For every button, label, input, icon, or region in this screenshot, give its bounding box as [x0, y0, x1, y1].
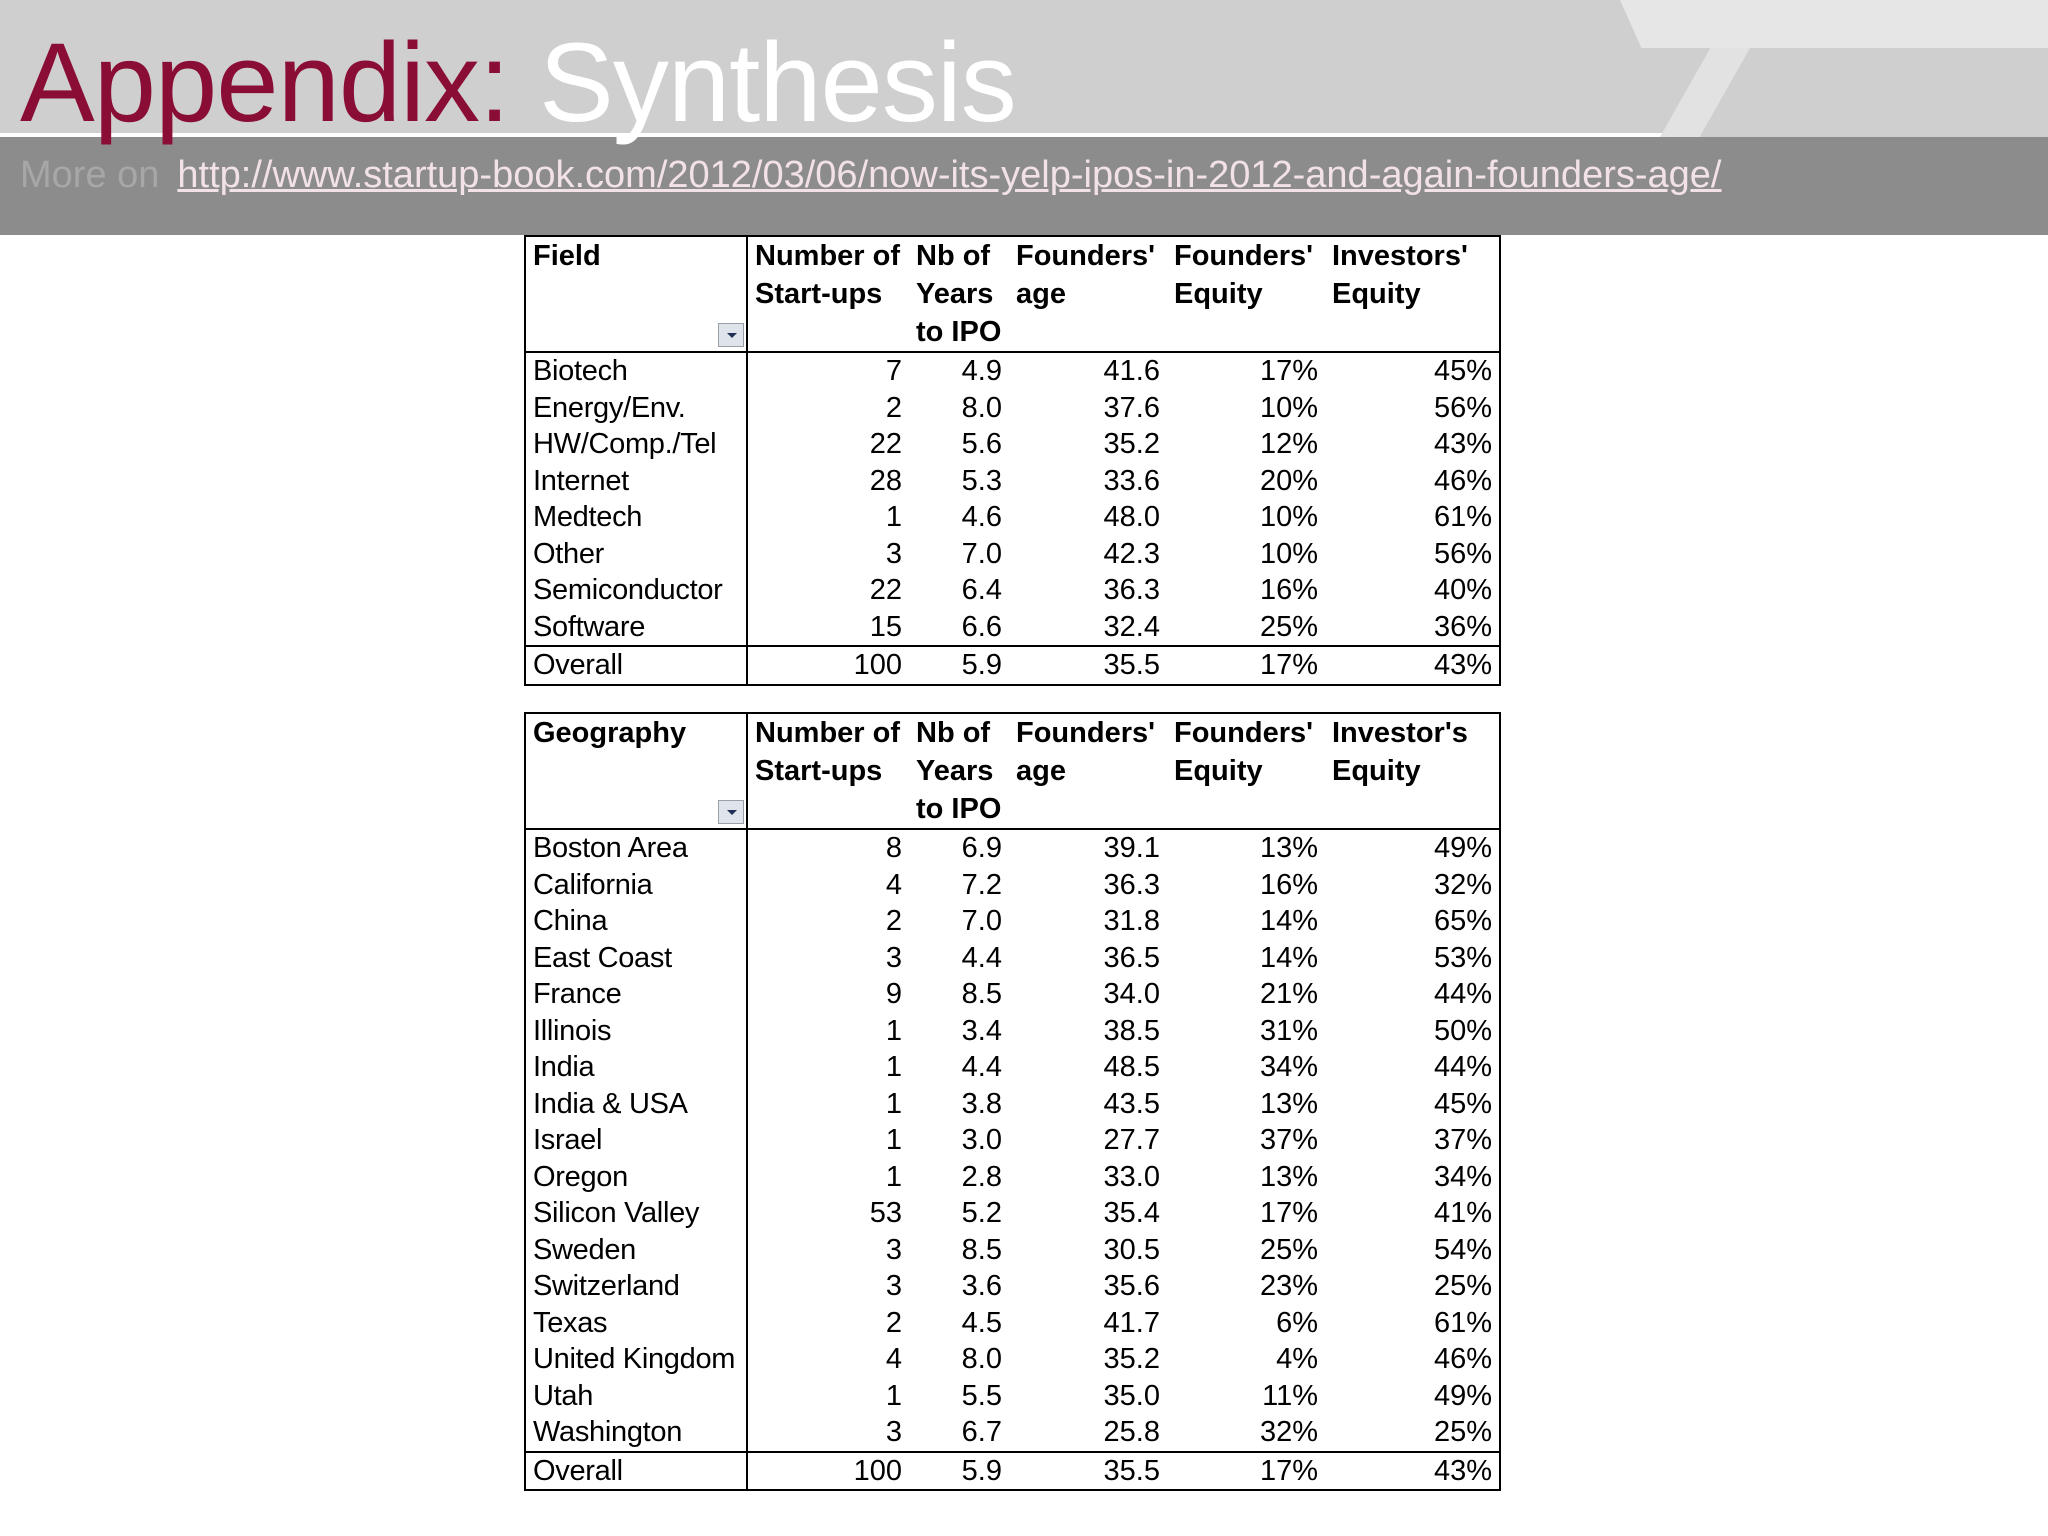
table-row — [525, 426, 1500, 463]
cell-label: Overall — [525, 646, 747, 685]
cell-founders-equity: 11% — [1262, 1379, 1318, 1412]
cell-number-of-startups: 100 — [747, 646, 909, 685]
column-header-line: Start-ups — [755, 755, 883, 787]
cell-founders-equity: 21% — [1259, 978, 1318, 1010]
cell-investors-equity: 44% — [1433, 1051, 1492, 1083]
cell-years-to-ipo: 5.2 — [961, 1197, 1002, 1229]
column-header-number-of-startups — [747, 236, 909, 352]
cell-number-of-startups: 2 — [885, 1306, 902, 1339]
cell-number-of-startups: 2 — [885, 391, 902, 424]
cell-number-of-startups: 1 — [885, 1014, 902, 1047]
column-header-line: Field — [533, 240, 601, 272]
cell-number-of-startups: 100 — [747, 1452, 909, 1491]
cell-investors-equity: 49% — [1433, 1379, 1492, 1412]
cell-founders-equity: 17% — [1167, 646, 1325, 685]
cell-founders-age: 35.2 — [1103, 428, 1160, 460]
cell-founders-equity: 14% — [1259, 941, 1318, 974]
table-row — [525, 1122, 1500, 1159]
table-row — [525, 463, 1500, 500]
cell-years-to-ipo: 6.7 — [961, 1416, 1002, 1448]
cell-number-of-startups: 3 — [885, 1416, 902, 1448]
cell-founders-equity: 10% — [1259, 391, 1318, 424]
cell-founders-equity: 13% — [1259, 1087, 1318, 1120]
cell-years-to-ipo: 5.6 — [961, 428, 1002, 460]
column-header-line: Investors' — [1332, 240, 1468, 272]
cell-years-to-ipo: 3.6 — [961, 1270, 1002, 1302]
table-row — [525, 390, 1500, 427]
cell-label: India & USA — [525, 1086, 747, 1123]
cell-founders-equity: 12% — [1259, 428, 1318, 460]
cell-label: France — [525, 976, 747, 1013]
column-header-investors-equity — [1325, 713, 1500, 829]
cell-number-of-startups: 3 — [885, 537, 902, 570]
cell-founders-age: 48.0 — [1103, 501, 1160, 533]
cell-years-to-ipo: 5.9 — [909, 1452, 1009, 1491]
table-row — [525, 1049, 1500, 1086]
table-row — [525, 1341, 1500, 1378]
cell-years-to-ipo: 4.4 — [961, 941, 1002, 974]
column-header-line: Founders' — [1174, 717, 1314, 749]
cell-years-to-ipo: 8.5 — [961, 978, 1002, 1010]
cell-investors-equity: 32% — [1433, 868, 1492, 901]
cell-number-of-startups: 7 — [885, 355, 902, 387]
column-header-line: Years — [916, 278, 994, 310]
geography-table — [524, 712, 1501, 1491]
cell-founders-equity: 20% — [1259, 464, 1318, 497]
cell-founders-equity: 6% — [1276, 1306, 1318, 1339]
cell-number-of-startups: 9 — [885, 978, 902, 1010]
cell-founders-equity: 37% — [1259, 1124, 1318, 1156]
cell-founders-equity: 10% — [1259, 537, 1318, 570]
cell-years-to-ipo: 2.8 — [961, 1160, 1002, 1193]
cell-founders-age: 43.5 — [1103, 1087, 1160, 1120]
cell-number-of-startups: 8 — [885, 832, 902, 864]
cell-years-to-ipo: 3.8 — [961, 1087, 1002, 1120]
column-header-line: Equity — [1174, 755, 1263, 787]
column-header-founders-age — [1009, 713, 1167, 829]
cell-number-of-startups: 4 — [885, 868, 902, 901]
cell-years-to-ipo: 5.9 — [909, 646, 1009, 685]
table-row — [525, 1305, 1500, 1342]
cell-years-to-ipo: 5.5 — [961, 1379, 1002, 1412]
cell-years-to-ipo: 7.2 — [961, 868, 1002, 901]
overall-row — [525, 646, 1500, 685]
cell-number-of-startups: 22 — [869, 428, 902, 460]
cell-label: Biotech — [525, 352, 747, 390]
cell-founders-equity: 25% — [1259, 1233, 1318, 1266]
cell-founders-equity: 31% — [1259, 1014, 1318, 1047]
decorative-shape — [1620, 0, 2048, 48]
column-header-line: age — [1016, 278, 1066, 310]
column-header-line: Number of — [755, 717, 900, 749]
cell-label: Overall — [525, 1452, 747, 1491]
cell-years-to-ipo: 4.6 — [961, 501, 1002, 533]
cell-number-of-startups: 28 — [869, 464, 902, 497]
cell-investors-equity: 56% — [1433, 537, 1492, 570]
cell-founders-equity: 16% — [1259, 574, 1318, 606]
cell-founders-age: 39.1 — [1103, 832, 1160, 864]
table-row — [525, 976, 1500, 1013]
column-header-line: age — [1016, 755, 1066, 787]
cell-investors-equity: 43% — [1325, 646, 1500, 685]
column-header-founders-equity — [1167, 713, 1325, 829]
cell-investors-equity: 37% — [1433, 1124, 1492, 1156]
column-header-line: to IPO — [916, 793, 1002, 825]
source-link[interactable]: http://www.startup-book.com/2012/03/06/now-its-yelp-ipos-in-2012-and-again-founders-age/ — [177, 154, 1722, 196]
column-header-line: Equity — [1332, 755, 1421, 787]
filter-dropdown-button[interactable] — [718, 323, 744, 347]
cell-founders-age: 42.3 — [1103, 537, 1160, 570]
table-row — [525, 1414, 1500, 1452]
column-header-line: Geography — [533, 717, 687, 749]
column-header-line: Number of — [755, 240, 900, 272]
page-title — [20, 18, 1016, 148]
cell-founders-age: 35.4 — [1103, 1197, 1160, 1229]
column-header-line: to IPO — [916, 316, 1002, 348]
table-row — [525, 867, 1500, 904]
table-row — [525, 572, 1500, 609]
cell-years-to-ipo: 8.0 — [961, 1343, 1002, 1375]
column-header-line: Founders' — [1174, 240, 1314, 272]
cell-label: Semiconductor — [525, 572, 747, 609]
cell-number-of-startups: 1 — [885, 1124, 902, 1156]
cell-founders-age: 38.5 — [1103, 1014, 1160, 1047]
source-prefix: More on — [20, 154, 160, 196]
table-row — [525, 1378, 1500, 1415]
cell-founders-age: 35.6 — [1103, 1270, 1160, 1302]
column-header-line: Years — [916, 755, 994, 787]
cell-founders-age: 27.7 — [1103, 1124, 1160, 1156]
cell-founders-equity: 14% — [1259, 905, 1318, 937]
cell-years-to-ipo: 3.4 — [961, 1014, 1002, 1047]
cell-investors-equity: 50% — [1433, 1014, 1492, 1047]
cell-number-of-startups: 1 — [885, 501, 902, 533]
cell-founders-age: 37.6 — [1103, 391, 1160, 424]
column-header-years-to-ipo — [909, 236, 1009, 352]
column-header-line: Nb of — [916, 717, 991, 749]
cell-founders-equity: 10% — [1259, 501, 1318, 533]
cell-founders-age: 33.6 — [1103, 464, 1160, 497]
cell-number-of-startups: 1 — [885, 1087, 902, 1120]
column-header-line: Start-ups — [755, 278, 883, 310]
cell-founders-age: 35.5 — [1009, 646, 1167, 685]
cell-investors-equity: 45% — [1433, 1087, 1492, 1120]
cell-founders-equity: 17% — [1259, 355, 1318, 387]
cell-founders-equity: 17% — [1167, 1452, 1325, 1491]
column-header-years-to-ipo — [909, 713, 1009, 829]
cell-founders-age: 32.4 — [1103, 610, 1160, 643]
cell-number-of-startups: 2 — [885, 905, 902, 937]
cell-number-of-startups: 4 — [885, 1343, 902, 1375]
title-prefix: Appendix: — [20, 20, 510, 145]
cell-years-to-ipo: 8.0 — [961, 391, 1002, 424]
cell-number-of-startups: 3 — [885, 1270, 902, 1302]
column-header-number-of-startups — [747, 713, 909, 829]
cell-label: Oregon — [525, 1159, 747, 1196]
cell-number-of-startups: 1 — [885, 1160, 902, 1193]
cell-label: China — [525, 903, 747, 940]
cell-label: Sweden — [525, 1232, 747, 1269]
header-row — [525, 713, 1500, 829]
cell-investors-equity: 43% — [1325, 1452, 1500, 1491]
table-row — [525, 903, 1500, 940]
table-row — [525, 1195, 1500, 1232]
cell-investors-equity: 65% — [1433, 905, 1492, 937]
cell-number-of-startups: 3 — [885, 1233, 902, 1266]
cell-founders-age: 36.3 — [1103, 574, 1160, 606]
cell-investors-equity: 54% — [1433, 1233, 1492, 1266]
table-row — [525, 1159, 1500, 1196]
cell-years-to-ipo: 8.5 — [961, 1233, 1002, 1266]
cell-years-to-ipo: 4.4 — [961, 1051, 1002, 1083]
cell-label: Silicon Valley — [525, 1195, 747, 1232]
cell-number-of-startups: 1 — [885, 1379, 902, 1412]
title-main: Synthesis — [539, 20, 1016, 145]
cell-label: HW/Comp./Tel — [525, 426, 747, 463]
cell-founders-equity: 25% — [1259, 610, 1318, 643]
cell-founders-equity: 32% — [1259, 1416, 1318, 1448]
cell-investors-equity: 40% — [1433, 574, 1492, 606]
cell-investors-equity: 46% — [1433, 464, 1492, 497]
cell-investors-equity: 61% — [1433, 501, 1492, 533]
cell-investors-equity: 49% — [1433, 832, 1492, 864]
cell-founders-equity: 16% — [1259, 868, 1318, 901]
column-header-investors-equity — [1325, 236, 1500, 352]
cell-label: Energy/Env. — [525, 390, 747, 427]
cell-label: Texas — [525, 1305, 747, 1342]
cell-number-of-startups: 22 — [869, 574, 902, 606]
cell-founders-equity: 23% — [1259, 1270, 1318, 1302]
cell-label: Washington — [525, 1414, 747, 1452]
cell-label: Switzerland — [525, 1268, 747, 1305]
cell-investors-equity: 44% — [1433, 978, 1492, 1010]
cell-investors-equity: 25% — [1433, 1416, 1492, 1448]
cell-investors-equity: 45% — [1433, 355, 1492, 387]
column-header-line: Equity — [1174, 278, 1263, 310]
column-header-line: Investor's — [1332, 717, 1468, 749]
cell-founders-equity: 13% — [1259, 1160, 1318, 1193]
cell-founders-equity: 17% — [1259, 1197, 1318, 1229]
cell-investors-equity: 43% — [1433, 428, 1492, 460]
cell-founders-age: 35.0 — [1103, 1379, 1160, 1412]
field-table — [524, 235, 1501, 686]
cell-founders-age: 41.7 — [1103, 1306, 1160, 1339]
cell-label: Illinois — [525, 1013, 747, 1050]
column-header-line: Founders' — [1016, 240, 1156, 272]
table-row — [525, 1268, 1500, 1305]
table-row — [525, 940, 1500, 977]
table-row — [525, 352, 1500, 390]
filter-dropdown-button[interactable] — [718, 800, 744, 824]
cell-founders-age: 48.5 — [1103, 1051, 1160, 1083]
cell-investors-equity: 46% — [1433, 1343, 1492, 1375]
table-row — [525, 1086, 1500, 1123]
overall-row — [525, 1452, 1500, 1491]
cell-label: Boston Area — [525, 829, 747, 867]
cell-years-to-ipo: 6.6 — [961, 610, 1002, 643]
cell-founders-age: 33.0 — [1103, 1160, 1160, 1193]
cell-investors-equity: 53% — [1433, 941, 1492, 974]
column-header-label — [525, 713, 747, 829]
cell-investors-equity: 34% — [1433, 1160, 1492, 1193]
cell-label: California — [525, 867, 747, 904]
cell-label: Other — [525, 536, 747, 573]
source-line — [20, 150, 1721, 200]
cell-founders-age: 35.5 — [1009, 1452, 1167, 1491]
cell-years-to-ipo: 4.5 — [961, 1306, 1002, 1339]
cell-years-to-ipo: 6.4 — [961, 574, 1002, 606]
cell-founders-age: 31.8 — [1103, 905, 1160, 937]
cell-founders-equity: 13% — [1259, 832, 1318, 864]
cell-founders-age: 36.5 — [1103, 941, 1160, 974]
cell-label: United Kingdom — [525, 1341, 747, 1378]
cell-number-of-startups: 3 — [885, 941, 902, 974]
column-header-founders-equity — [1167, 236, 1325, 352]
cell-investors-equity: 36% — [1433, 610, 1492, 643]
cell-label: Israel — [525, 1122, 747, 1159]
table-row — [525, 536, 1500, 573]
cell-investors-equity: 25% — [1433, 1270, 1492, 1302]
cell-number-of-startups: 1 — [885, 1051, 902, 1083]
cell-years-to-ipo: 4.9 — [961, 355, 1002, 387]
cell-label: India — [525, 1049, 747, 1086]
cell-number-of-startups: 15 — [869, 610, 902, 643]
cell-years-to-ipo: 6.9 — [961, 832, 1002, 864]
cell-investors-equity: 56% — [1433, 391, 1492, 424]
cell-years-to-ipo: 7.0 — [961, 537, 1002, 570]
cell-label: Software — [525, 609, 747, 647]
cell-years-to-ipo: 3.0 — [961, 1124, 1002, 1156]
table-row — [525, 1232, 1500, 1269]
cell-label: Utah — [525, 1378, 747, 1415]
cell-founders-age: 36.3 — [1103, 868, 1160, 901]
column-header-label — [525, 236, 747, 352]
cell-founders-equity: 34% — [1259, 1051, 1318, 1083]
table-row — [525, 609, 1500, 647]
cell-founders-age: 41.6 — [1103, 355, 1160, 387]
cell-founders-age: 34.0 — [1103, 978, 1160, 1010]
cell-founders-equity: 4% — [1276, 1343, 1318, 1375]
cell-founders-age: 35.2 — [1103, 1343, 1160, 1375]
table-row — [525, 499, 1500, 536]
column-header-line: Founders' — [1016, 717, 1156, 749]
cell-founders-age: 30.5 — [1103, 1233, 1160, 1266]
table-row — [525, 829, 1500, 867]
column-header-founders-age — [1009, 236, 1167, 352]
cell-number-of-startups: 53 — [869, 1197, 902, 1229]
cell-label: Internet — [525, 463, 747, 500]
table-row — [525, 1013, 1500, 1050]
cell-investors-equity: 61% — [1433, 1306, 1492, 1339]
cell-founders-age: 25.8 — [1103, 1416, 1160, 1448]
header-row — [525, 236, 1500, 352]
column-header-line: Equity — [1332, 278, 1421, 310]
cell-label: East Coast — [525, 940, 747, 977]
column-header-line: Nb of — [916, 240, 991, 272]
cell-investors-equity: 41% — [1433, 1197, 1492, 1229]
cell-years-to-ipo: 5.3 — [961, 464, 1002, 497]
cell-label: Medtech — [525, 499, 747, 536]
cell-years-to-ipo: 7.0 — [961, 905, 1002, 937]
